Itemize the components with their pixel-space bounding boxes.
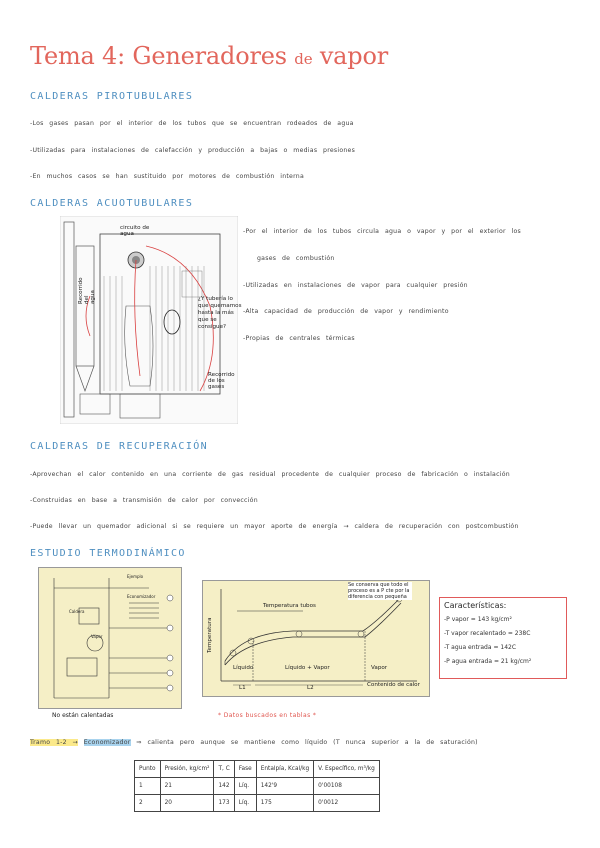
graph-annotation: Se conserva que todo el proceso es a P cte por la diferencia con pequeña [348, 582, 412, 600]
title-vapor: vapor [319, 42, 388, 70]
graph-xlabel: Contenido de calor [367, 682, 420, 688]
table-row [135, 795, 380, 812]
graph-l2: L2 [307, 685, 314, 691]
label-recorrido-agua: Recorrido del agua [78, 277, 96, 304]
table-cell: 20 [160, 795, 214, 812]
tramo-line [30, 739, 478, 746]
table-header: Punto [135, 761, 161, 778]
table-header: Presión, kg/cm² [160, 761, 214, 778]
tramo-label: Tramo 1-2 → [30, 739, 78, 746]
table-cell: 173 [214, 795, 234, 812]
svg-text:Caldera: Caldera [69, 609, 85, 614]
graph-ylabel: Temperatura [207, 617, 213, 653]
note-no-calentadas: No están calentadas [52, 712, 114, 719]
heading-estudio: ESTUDIO TERMODINÁMICO [30, 548, 186, 559]
table-cell: 0'00108 [314, 778, 380, 795]
table-cell: 142 [214, 778, 234, 795]
heading-acuotubulares: CALDERAS ACUOTUBULARES [30, 198, 194, 209]
heading-recuperacion: CALDERAS DE RECUPERACIÓN [30, 441, 209, 452]
caracteristica-3: -T agua entrada = 142C [444, 644, 517, 651]
title-main: Tema 4: Generadores [30, 42, 287, 70]
heading-pirotubulares: CALDERAS PIROTUBULARES [30, 91, 194, 102]
label-tubos: ¿Y tubería lo que quemamos hasta la más que se consigue? [198, 296, 242, 330]
graph-liquido: Líquido [233, 665, 254, 671]
caracteristica-1: -P vapor = 143 kg/cm² [444, 616, 512, 623]
table-cell: Líq. [234, 778, 256, 795]
acuotubulares-bullet-1b: gases de combustión [257, 255, 335, 262]
title-de: de [294, 50, 313, 68]
tramo-text: ⇒ calienta pero aunque se mantiene como líquido (T nunca superior a la de saturación) [136, 739, 478, 746]
graph-l1: L1 [239, 685, 246, 691]
acuotubulares-bullet-1: -Por el interior de los tubos circula agua o vapor y por el exterior los [243, 228, 521, 235]
graph-temp-tubos: Temperatura tubos [263, 603, 316, 609]
table-row [135, 778, 380, 795]
note-datos-tablas: * Datos buscados en tablas * [218, 712, 317, 719]
caracteristicas-box [439, 597, 567, 679]
acuotubulares-bullet-2: -Utilizadas en instalaciones de vapor para cualquier presión [243, 282, 468, 289]
table-cell: 1 [135, 778, 161, 795]
table-header: V. Específico, m³/kg [314, 761, 380, 778]
cycle-schematic [38, 567, 182, 709]
cycle-schematic-drawing [39, 568, 181, 708]
pirotubulares-bullet-2: -Utilizadas para instalaciones de calefacción y producción a bajas o medias presiones [30, 147, 356, 154]
tramo-economizador: Economizador [83, 739, 131, 746]
svg-text:Vapor: Vapor [91, 634, 103, 639]
caracteristica-4: -P agua entrada = 21 kg/cm² [444, 658, 532, 665]
graph-vapor: Vapor [371, 665, 388, 671]
acuotubulares-bullet-3: -Alta capacidad de producción de vapor y rendimiento [243, 308, 449, 315]
recuperacion-bullet-1: -Aprovechan el calor contenido en una corriente de gas residual procedente de cualquier proceso de fabricación o instalación [30, 471, 510, 478]
table-cell: 2 [135, 795, 161, 812]
table-cell: 21 [160, 778, 214, 795]
caracteristica-2: -T vapor recalentado = 238C [444, 630, 531, 637]
table-header-row [135, 761, 380, 778]
table-header: T, C [214, 761, 234, 778]
pirotubulares-bullet-3: -En muchos casos se han sustituido por motores de combustión interna [30, 173, 305, 180]
label-circuito-agua: circuito de agua [120, 225, 150, 237]
svg-text:Ejemplo: Ejemplo [127, 574, 144, 579]
table-cell: 175 [256, 795, 313, 812]
table-cell: Líq. [234, 795, 256, 812]
boiler-diagram [60, 216, 242, 424]
table-cell: 142'9 [256, 778, 313, 795]
recuperacion-bullet-3: -Puede llevar un quemador adicional si se requiere un mayor aporte de energía → caldera de recuperación con postcombustión [30, 523, 519, 530]
svg-text:Economizador: Economizador [127, 594, 156, 599]
caracteristicas-title: Características: [444, 601, 507, 610]
recuperacion-bullet-2: -Construidas en base a transmisión de calor por convección [30, 497, 258, 504]
table-header: Entalpía, Kcal/kg [256, 761, 313, 778]
table-cell: 0'0012 [314, 795, 380, 812]
table-header: Fase [234, 761, 256, 778]
label-recorrido-gases: Recorrido de los gases [208, 372, 235, 390]
data-table [134, 760, 380, 812]
graph-liquido-vapor: Líquido + Vapor [285, 665, 330, 671]
page-title [30, 42, 388, 70]
acuotubulares-bullet-4: -Propias de centrales térmicas [243, 335, 355, 342]
pirotubulares-bullet-1: -Los gases pasan por el interior de los tubos que se encuentran rodeados de agua [30, 120, 354, 127]
